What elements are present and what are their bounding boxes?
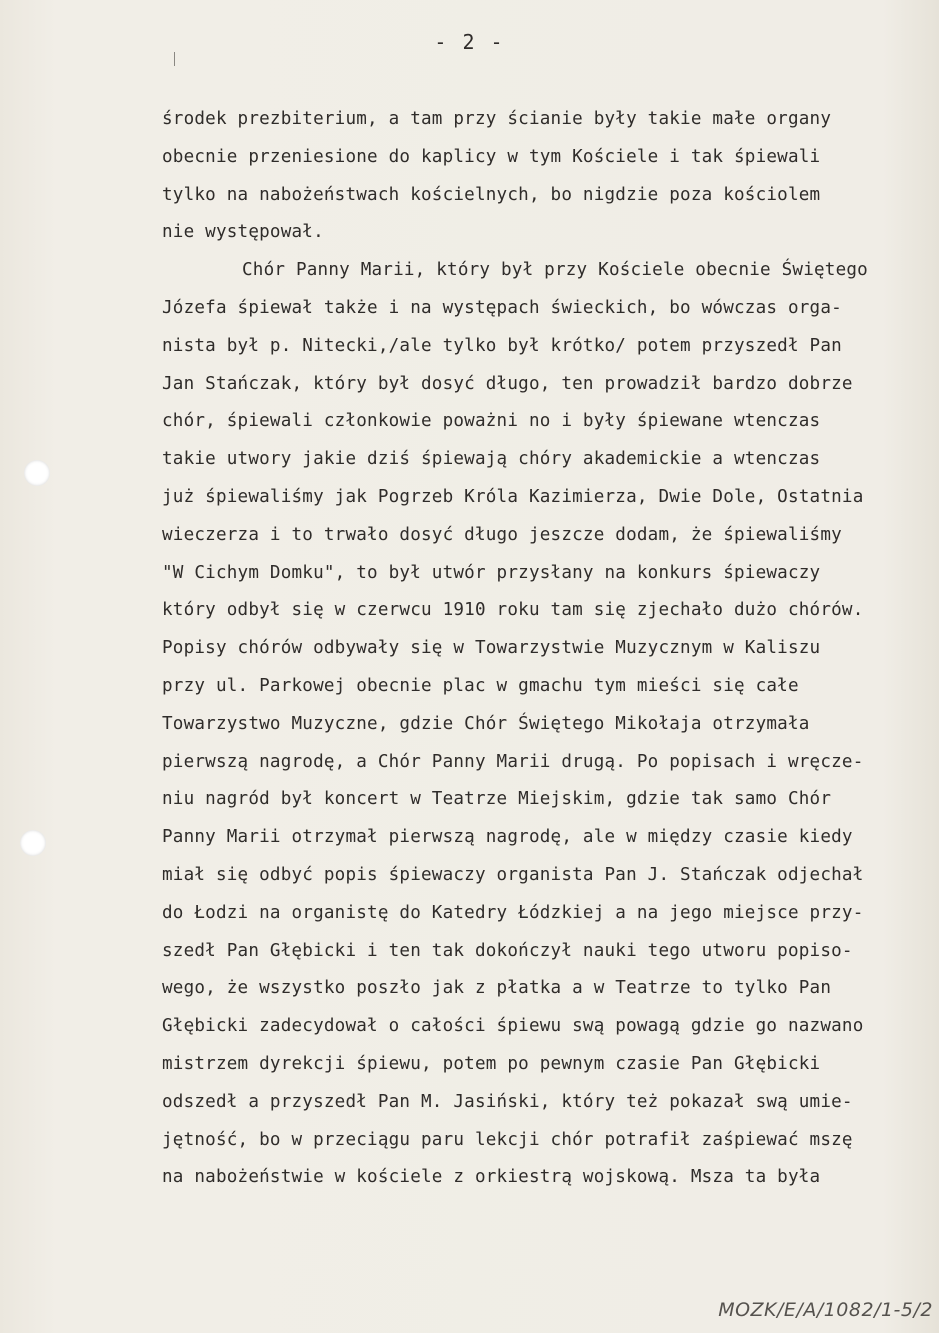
text-line: tylko na nabożeństwach kościelnych, bo nigdzie poza kościolem — [162, 184, 821, 205]
text-line: nista był p. Nitecki,/ale tylko był krótko/ potem przyszedł Pan — [162, 335, 842, 356]
text-line: do Łodzi na organistę do Katedry Łódzkiej a na jego miejsce przy- — [162, 902, 864, 923]
text-line: nie występował. — [162, 222, 324, 243]
text-line: niu nagród był koncert w Teatrze Miejskim, gdzie tak samo Chór — [162, 789, 832, 810]
text-line: Popisy chórów odbywały się w Towarzystwie Muzycznym w Kaliszu — [162, 638, 821, 659]
text-line: mistrzem dyrekcji śpiewu, potem po pewnym czasie Pan Głębicki — [162, 1053, 821, 1074]
text-line: miał się odbyć popis śpiewaczy organista Pan J. Stańczak odjechał — [162, 864, 864, 885]
text-line: Panny Marii otrzymał pierwszą nagrodę, ale w między czasie kiedy — [162, 827, 853, 848]
text-line: Józefa śpiewał także i na występach świeckich, bo wówczas orga- — [162, 297, 842, 318]
text-line: wieczerza i to trwało dosyć długo jeszcze dodam, że śpiewaliśmy — [162, 524, 842, 545]
text-line: wego, że wszystko poszło jak z płatka a w Teatrze to tylko Pan — [162, 978, 832, 999]
page-number: - 2 - — [434, 30, 505, 54]
punch-hole — [24, 460, 50, 486]
text-line: "W Cichym Domku", to był utwór przysłany na konkurs śpiewaczy — [162, 562, 821, 583]
text-line: takie utwory jakie dziś śpiewają chóry akademickie a wtenczas — [162, 449, 821, 470]
text-line: Jan Stańczak, który był dosyć długo, ten prowadził bardzo dobrze — [162, 373, 853, 394]
text-line: chór, śpiewali członkowie poważni no i były śpiewane wtenczas — [162, 411, 821, 432]
text-line: obecnie przeniesione do kaplicy w tym Kościele i tak śpiewali — [162, 146, 821, 167]
paragraph-start-line: Chór Panny Marii, który był przy Kościele obecnie Świętego — [242, 260, 868, 281]
text-line: odszedł a przyszedł Pan M. Jasiński, który też pokazał swą umie- — [162, 1091, 853, 1112]
text-line: jętność, bo w przeciągu paru lekcji chór potrafił zaśpiewać mszę — [162, 1129, 853, 1150]
punch-hole — [20, 830, 46, 856]
text-line: Towarzystwo Muzyczne, gdzie Chór Świętego Mikołaja otrzymała — [162, 713, 810, 734]
margin-mark — [174, 52, 175, 66]
text-line: na nabożeństwie w kościele z orkiestrą wojskową. Msza ta była — [162, 1167, 821, 1188]
text-line: który odbył się w czerwcu 1910 roku tam się zjechało dużo chórów. — [162, 600, 864, 621]
document-body — [162, 101, 922, 1197]
text-line: Głębicki zadecydował o całości śpiewu swą powagą gdzie go nazwano — [162, 1016, 864, 1037]
text-line: szedł Pan Głębicki i ten tak dokończył nauki tego utworu popiso- — [162, 940, 853, 961]
text-line: pierwszą nagrodę, a Chór Panny Marii drugą. Po popisach i wręcze- — [162, 751, 864, 772]
text-line: środek prezbiterium, a tam przy ścianie były takie małe organy — [162, 109, 832, 129]
archive-signature: MOZK/E/A/1082/1-5/2 — [718, 1299, 933, 1321]
text-line: przy ul. Parkowej obecnie plac w gmachu tym mieści się całe — [162, 675, 799, 696]
text-line: już śpiewaliśmy jak Pogrzeb Króla Kazimierza, Dwie Dole, Ostatnia — [162, 486, 864, 507]
